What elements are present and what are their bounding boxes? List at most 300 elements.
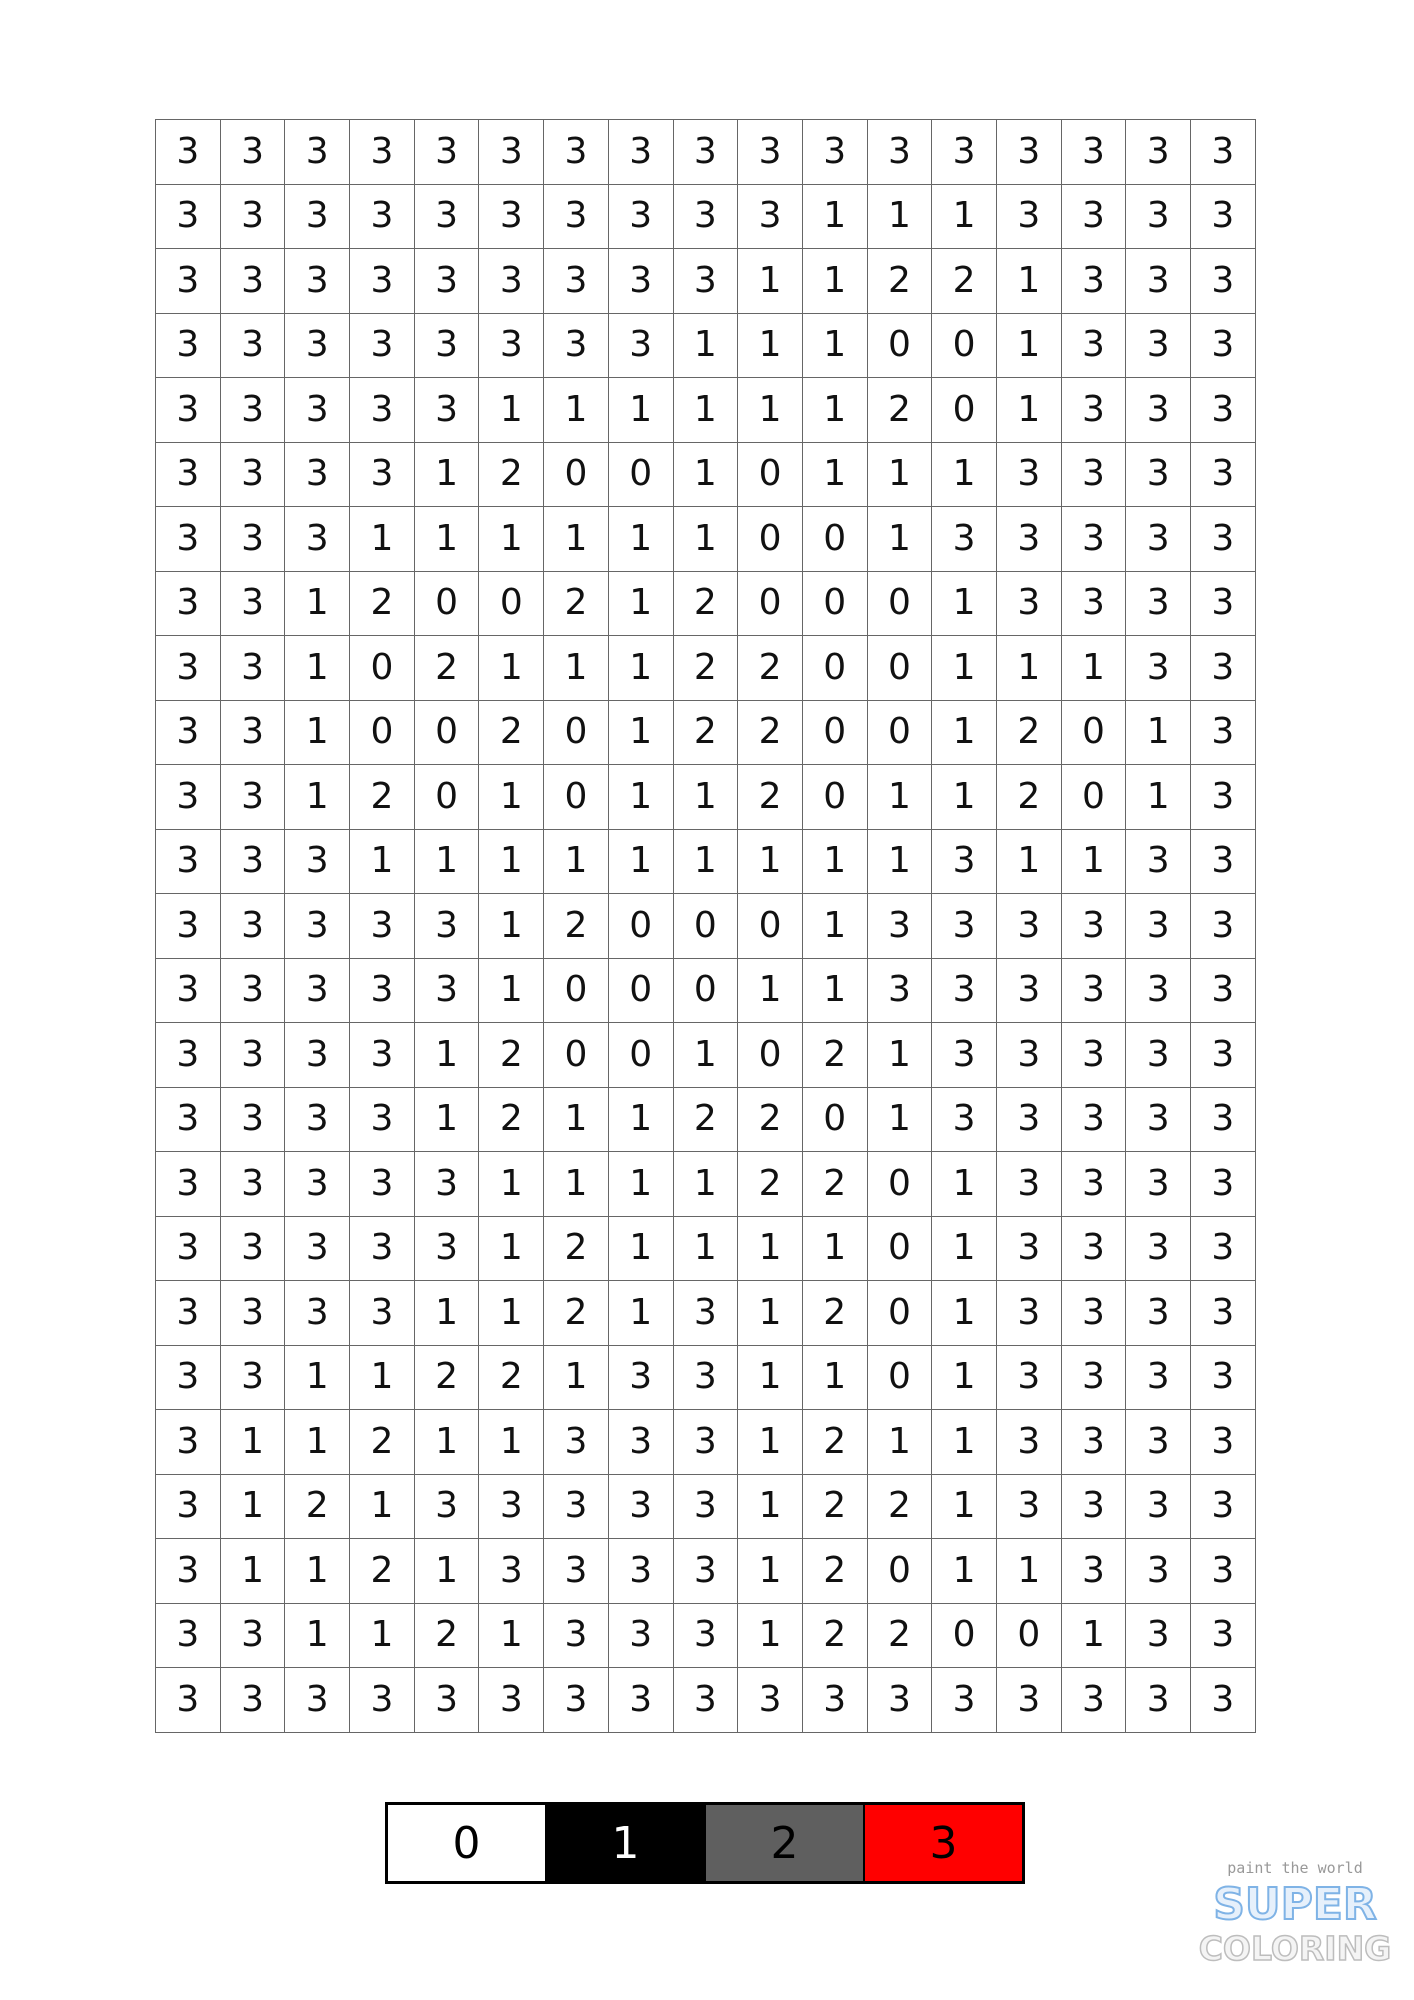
grid-cell: 3 <box>738 120 803 185</box>
grid-cell: 2 <box>544 1281 609 1346</box>
grid-cell: 3 <box>1126 829 1191 894</box>
grid-cell: 3 <box>220 571 285 636</box>
grid-cell: 3 <box>156 829 221 894</box>
grid-cell: 1 <box>738 1281 803 1346</box>
grid-cell: 0 <box>932 1603 997 1668</box>
grid-cell: 1 <box>673 1216 738 1281</box>
grid-cell: 3 <box>544 1668 609 1733</box>
grid-cell: 2 <box>673 636 738 701</box>
grid-cell: 3 <box>156 1345 221 1410</box>
grid-cell: 3 <box>996 1474 1061 1539</box>
grid-row <box>156 1474 1256 1539</box>
grid-cell: 0 <box>996 1603 1061 1668</box>
grid-row <box>156 700 1256 765</box>
grid-cell: 3 <box>996 1410 1061 1475</box>
grid-cell: 3 <box>414 184 479 249</box>
grid-cell: 2 <box>673 700 738 765</box>
grid-cell: 1 <box>350 1474 415 1539</box>
grid-cell: 3 <box>544 1410 609 1475</box>
grid-cell: 3 <box>479 313 544 378</box>
grid-cell: 1 <box>608 378 673 443</box>
grid-cell: 3 <box>1191 829 1256 894</box>
grid-cell: 3 <box>867 894 932 959</box>
grid-cell: 3 <box>156 636 221 701</box>
grid-cell: 3 <box>1061 894 1126 959</box>
grid-cell: 3 <box>867 958 932 1023</box>
grid-cell: 3 <box>544 184 609 249</box>
grid-cell: 2 <box>867 378 932 443</box>
grid-cell: 3 <box>1126 1087 1191 1152</box>
grid-cell: 3 <box>414 313 479 378</box>
grid-cell: 3 <box>996 120 1061 185</box>
grid-cell: 0 <box>479 571 544 636</box>
grid-cell: 3 <box>1191 1410 1256 1475</box>
grid-cell: 1 <box>479 636 544 701</box>
grid-cell: 1 <box>996 636 1061 701</box>
grid-cell: 1 <box>932 571 997 636</box>
grid-cell: 1 <box>1061 1603 1126 1668</box>
grid-cell: 3 <box>285 184 350 249</box>
grid-cell: 3 <box>350 1087 415 1152</box>
grid-cell: 1 <box>479 1410 544 1475</box>
grid-cell: 3 <box>738 1668 803 1733</box>
grid-cell: 3 <box>1191 507 1256 572</box>
grid-cell: 3 <box>414 1152 479 1217</box>
grid-cell: 3 <box>350 249 415 314</box>
grid-cell: 3 <box>1061 120 1126 185</box>
super-coloring-logo <box>1195 1855 1395 1975</box>
grid-cell: 3 <box>220 1216 285 1281</box>
grid-cell: 3 <box>544 1539 609 1604</box>
grid-cell: 3 <box>285 829 350 894</box>
grid-row <box>156 894 1256 959</box>
grid-cell: 3 <box>1191 894 1256 959</box>
grid-cell: 3 <box>220 507 285 572</box>
grid-cell: 2 <box>932 249 997 314</box>
grid-row <box>156 958 1256 1023</box>
grid-cell: 3 <box>1126 1539 1191 1604</box>
grid-cell: 3 <box>156 1023 221 1088</box>
grid-cell: 3 <box>156 571 221 636</box>
grid-cell: 3 <box>1191 1539 1256 1604</box>
grid-cell: 3 <box>156 1603 221 1668</box>
grid-cell: 3 <box>156 1152 221 1217</box>
grid-cell: 1 <box>867 507 932 572</box>
grid-cell: 0 <box>867 1539 932 1604</box>
grid-cell: 3 <box>544 313 609 378</box>
grid-cell: 2 <box>673 571 738 636</box>
grid-cell: 1 <box>932 1474 997 1539</box>
grid-cell: 3 <box>1126 1345 1191 1410</box>
grid-cell: 3 <box>220 958 285 1023</box>
grid-cell: 0 <box>1061 765 1126 830</box>
grid-cell: 3 <box>996 1281 1061 1346</box>
grid-cell: 3 <box>220 1281 285 1346</box>
grid-cell: 1 <box>932 1281 997 1346</box>
grid-cell: 1 <box>544 636 609 701</box>
grid-cell: 1 <box>544 1152 609 1217</box>
grid-cell: 3 <box>802 1668 867 1733</box>
grid-cell: 3 <box>156 249 221 314</box>
grid-cell: 3 <box>608 184 673 249</box>
grid-cell: 0 <box>673 958 738 1023</box>
grid-cell: 3 <box>414 1474 479 1539</box>
grid-cell: 1 <box>738 829 803 894</box>
grid-cell: 3 <box>932 958 997 1023</box>
grid-cell: 1 <box>544 507 609 572</box>
grid-cell: 3 <box>479 1474 544 1539</box>
grid-cell: 1 <box>414 442 479 507</box>
grid-cell: 3 <box>156 765 221 830</box>
grid-cell: 0 <box>544 765 609 830</box>
grid-cell: 3 <box>285 1023 350 1088</box>
grid-cell: 1 <box>932 765 997 830</box>
grid-cell: 3 <box>479 1668 544 1733</box>
grid-cell: 3 <box>220 249 285 314</box>
grid-cell: 3 <box>156 1474 221 1539</box>
grid-cell: 3 <box>220 184 285 249</box>
grid-cell: 1 <box>932 636 997 701</box>
grid-cell: 3 <box>414 1216 479 1281</box>
grid-cell: 3 <box>932 1668 997 1733</box>
grid-cell: 3 <box>285 442 350 507</box>
grid-cell: 1 <box>802 894 867 959</box>
grid-cell: 3 <box>932 1087 997 1152</box>
grid-cell: 3 <box>1191 1668 1256 1733</box>
grid-cell: 3 <box>544 120 609 185</box>
grid-cell: 1 <box>673 507 738 572</box>
grid-cell: 1 <box>932 1410 997 1475</box>
grid-cell: 0 <box>802 571 867 636</box>
grid-cell: 3 <box>996 958 1061 1023</box>
grid-cell: 3 <box>1191 442 1256 507</box>
grid-cell: 3 <box>156 894 221 959</box>
grid-cell: 1 <box>479 829 544 894</box>
grid-cell: 3 <box>156 120 221 185</box>
grid-cell: 1 <box>673 829 738 894</box>
grid-cell: 0 <box>350 636 415 701</box>
grid-cell: 1 <box>867 765 932 830</box>
grid-cell: 3 <box>608 1474 673 1539</box>
grid-cell: 2 <box>802 1410 867 1475</box>
grid-cell: 3 <box>414 1668 479 1733</box>
grid-cell: 3 <box>932 1023 997 1088</box>
grid-cell: 3 <box>285 120 350 185</box>
grid-cell: 1 <box>738 249 803 314</box>
grid-cell: 3 <box>608 1410 673 1475</box>
grid-cell: 3 <box>285 958 350 1023</box>
grid-cell: 1 <box>673 313 738 378</box>
grid-cell: 2 <box>479 442 544 507</box>
grid-cell: 2 <box>738 636 803 701</box>
grid-cell: 1 <box>802 442 867 507</box>
grid-cell: 1 <box>414 1087 479 1152</box>
grid-cell: 1 <box>996 313 1061 378</box>
grid-cell: 1 <box>673 1023 738 1088</box>
grid-cell: 3 <box>1126 442 1191 507</box>
grid-cell: 2 <box>544 571 609 636</box>
grid-cell: 3 <box>932 829 997 894</box>
grid-cell: 3 <box>1191 378 1256 443</box>
grid-cell: 3 <box>1061 958 1126 1023</box>
grid-cell: 3 <box>156 1087 221 1152</box>
grid-cell: 0 <box>738 507 803 572</box>
grid-cell: 1 <box>479 1603 544 1668</box>
grid-cell: 3 <box>673 1410 738 1475</box>
grid-cell: 0 <box>802 636 867 701</box>
grid-cell: 1 <box>220 1474 285 1539</box>
grid-cell: 1 <box>932 1539 997 1604</box>
grid-cell: 3 <box>1126 1281 1191 1346</box>
grid-cell: 1 <box>1061 636 1126 701</box>
logo-line2: COLORING <box>1198 1929 1392 1968</box>
grid-cell: 1 <box>285 1345 350 1410</box>
grid-cell: 3 <box>996 184 1061 249</box>
grid-cell: 3 <box>996 442 1061 507</box>
grid-cell: 3 <box>350 378 415 443</box>
grid-cell: 3 <box>285 313 350 378</box>
legend-swatch-1: 1 <box>545 1805 704 1881</box>
grid-cell: 3 <box>350 1152 415 1217</box>
grid-cell: 3 <box>285 1152 350 1217</box>
grid-cell: 1 <box>996 249 1061 314</box>
grid-cell: 3 <box>1126 1152 1191 1217</box>
grid-row <box>156 765 1256 830</box>
grid-cell: 3 <box>932 894 997 959</box>
grid-cell: 2 <box>738 765 803 830</box>
grid-cell: 1 <box>479 1216 544 1281</box>
grid-cell: 3 <box>220 1668 285 1733</box>
grid-row <box>156 829 1256 894</box>
grid-cell: 3 <box>1061 1668 1126 1733</box>
grid-cell: 1 <box>414 1023 479 1088</box>
grid-cell: 1 <box>285 765 350 830</box>
grid-cell: 3 <box>350 1023 415 1088</box>
grid-cell: 3 <box>1061 1539 1126 1604</box>
grid-cell: 1 <box>738 1603 803 1668</box>
grid-cell: 3 <box>1191 1474 1256 1539</box>
grid-cell: 1 <box>867 442 932 507</box>
grid-row <box>156 1152 1256 1217</box>
grid-cell: 3 <box>1126 1410 1191 1475</box>
grid-cell: 3 <box>414 958 479 1023</box>
grid-cell: 3 <box>996 507 1061 572</box>
grid-cell: 1 <box>802 1345 867 1410</box>
grid-cell: 3 <box>1061 507 1126 572</box>
grid-cell: 3 <box>1126 1603 1191 1668</box>
grid-cell: 3 <box>1191 700 1256 765</box>
grid-cell: 1 <box>932 1345 997 1410</box>
grid-cell: 3 <box>673 120 738 185</box>
grid-cell: 0 <box>608 1023 673 1088</box>
grid-cell: 1 <box>544 829 609 894</box>
grid-cell: 3 <box>1126 184 1191 249</box>
grid-cell: 3 <box>156 442 221 507</box>
grid-cell: 1 <box>479 507 544 572</box>
grid-cell: 3 <box>608 1345 673 1410</box>
grid-cell: 3 <box>867 1668 932 1733</box>
grid-cell: 3 <box>285 378 350 443</box>
grid-cell: 1 <box>738 313 803 378</box>
grid-cell: 1 <box>673 442 738 507</box>
grid-cell: 3 <box>156 1668 221 1733</box>
grid-row <box>156 1603 1256 1668</box>
grid-cell: 1 <box>802 249 867 314</box>
grid-row <box>156 1539 1256 1604</box>
grid-cell: 3 <box>996 1152 1061 1217</box>
grid-row <box>156 1410 1256 1475</box>
grid-cell: 1 <box>479 378 544 443</box>
grid-cell: 2 <box>867 1603 932 1668</box>
grid-cell: 0 <box>608 894 673 959</box>
grid-cell: 3 <box>1061 1281 1126 1346</box>
grid-cell: 0 <box>932 378 997 443</box>
grid-cell: 3 <box>1061 1152 1126 1217</box>
grid-cell: 0 <box>414 571 479 636</box>
grid-cell: 2 <box>738 700 803 765</box>
grid-cell: 3 <box>220 442 285 507</box>
grid-cell: 1 <box>867 1410 932 1475</box>
grid-cell: 1 <box>673 1152 738 1217</box>
grid-cell: 3 <box>1191 1087 1256 1152</box>
grid-row <box>156 636 1256 701</box>
grid-cell: 3 <box>414 378 479 443</box>
grid-row <box>156 1345 1256 1410</box>
grid-cell: 3 <box>608 1668 673 1733</box>
grid-row <box>156 1216 1256 1281</box>
grid-cell: 1 <box>350 829 415 894</box>
grid-cell: 3 <box>220 765 285 830</box>
grid-cell: 3 <box>350 313 415 378</box>
grid-cell: 3 <box>673 1345 738 1410</box>
grid-cell: 3 <box>1061 1474 1126 1539</box>
grid-cell: 1 <box>350 1603 415 1668</box>
grid-cell: 2 <box>996 765 1061 830</box>
grid-cell: 3 <box>350 1668 415 1733</box>
legend-swatch-2: 2 <box>704 1805 863 1881</box>
grid-cell: 3 <box>479 1539 544 1604</box>
grid-cell: 1 <box>932 184 997 249</box>
grid-cell: 3 <box>220 1152 285 1217</box>
grid-cell: 2 <box>350 571 415 636</box>
grid-cell: 0 <box>802 765 867 830</box>
grid-cell: 1 <box>608 765 673 830</box>
grid-cell: 3 <box>220 829 285 894</box>
grid-cell: 0 <box>608 442 673 507</box>
grid-cell: 0 <box>802 1087 867 1152</box>
grid-cell: 3 <box>1191 249 1256 314</box>
grid-cell: 2 <box>738 1152 803 1217</box>
grid-cell: 2 <box>544 1216 609 1281</box>
grid-cell: 3 <box>220 636 285 701</box>
grid-cell: 0 <box>738 571 803 636</box>
grid-cell: 1 <box>608 1216 673 1281</box>
grid-cell: 3 <box>608 1539 673 1604</box>
grid-cell: 3 <box>1191 1345 1256 1410</box>
grid-cell: 3 <box>996 1345 1061 1410</box>
grid-cell: 3 <box>1126 1216 1191 1281</box>
grid-row <box>156 1668 1256 1733</box>
grid-cell: 1 <box>479 765 544 830</box>
grid-cell: 3 <box>350 120 415 185</box>
grid-cell: 0 <box>414 765 479 830</box>
grid-cell: 3 <box>1061 1216 1126 1281</box>
grid-cell: 3 <box>1191 1281 1256 1346</box>
grid-cell: 3 <box>156 507 221 572</box>
grid-cell: 3 <box>608 120 673 185</box>
grid-cell: 2 <box>479 1023 544 1088</box>
grid-cell: 3 <box>220 378 285 443</box>
grid-cell: 3 <box>1126 378 1191 443</box>
grid-cell: 3 <box>1126 1474 1191 1539</box>
grid-cell: 0 <box>802 507 867 572</box>
legend-swatch-0: 0 <box>388 1805 545 1881</box>
grid-cell: 3 <box>350 442 415 507</box>
grid-cell: 3 <box>414 120 479 185</box>
grid-cell: 1 <box>220 1410 285 1475</box>
grid-row <box>156 1023 1256 1088</box>
grid-cell: 0 <box>867 1281 932 1346</box>
logo-tagline: paint the world <box>1227 1859 1363 1877</box>
grid-cell: 3 <box>220 1345 285 1410</box>
grid-cell: 1 <box>544 1345 609 1410</box>
grid-cell: 1 <box>996 829 1061 894</box>
grid-cell: 1 <box>414 829 479 894</box>
grid-cell: 3 <box>414 249 479 314</box>
grid-cell: 3 <box>932 120 997 185</box>
grid-cell: 1 <box>608 571 673 636</box>
grid-cell: 3 <box>350 1281 415 1346</box>
grid-cell: 3 <box>350 184 415 249</box>
grid-cell: 1 <box>738 378 803 443</box>
grid-cell: 3 <box>285 894 350 959</box>
grid-cell: 3 <box>673 1474 738 1539</box>
grid-cell: 3 <box>479 184 544 249</box>
grid-cell: 2 <box>867 1474 932 1539</box>
color-legend <box>385 1802 1025 1884</box>
grid-cell: 1 <box>867 1023 932 1088</box>
grid-cell: 1 <box>932 1152 997 1217</box>
grid-cell: 0 <box>414 700 479 765</box>
grid-cell: 1 <box>608 1281 673 1346</box>
grid-cell: 3 <box>1126 636 1191 701</box>
grid-cell: 3 <box>1191 571 1256 636</box>
grid-cell: 3 <box>1061 249 1126 314</box>
grid-cell: 3 <box>1061 184 1126 249</box>
grid-cell: 1 <box>350 1345 415 1410</box>
grid-cell: 2 <box>414 636 479 701</box>
grid-cell: 3 <box>285 1281 350 1346</box>
grid-cell: 3 <box>1126 1023 1191 1088</box>
grid-cell: 1 <box>608 700 673 765</box>
grid-cell: 0 <box>544 958 609 1023</box>
grid-cell: 0 <box>932 313 997 378</box>
grid-cell: 3 <box>1191 1152 1256 1217</box>
grid-row <box>156 249 1256 314</box>
grid-cell: 1 <box>544 1087 609 1152</box>
grid-cell: 0 <box>738 1023 803 1088</box>
grid-cell: 3 <box>1126 1668 1191 1733</box>
grid-cell: 0 <box>1061 700 1126 765</box>
grid-cell: 1 <box>802 184 867 249</box>
grid-cell: 3 <box>350 1216 415 1281</box>
grid-cell: 0 <box>867 571 932 636</box>
color-by-number-grid <box>155 119 1256 1733</box>
grid-cell: 3 <box>1191 1603 1256 1668</box>
grid-cell: 1 <box>608 829 673 894</box>
grid-cell: 3 <box>1191 765 1256 830</box>
grid-cell: 3 <box>608 1603 673 1668</box>
